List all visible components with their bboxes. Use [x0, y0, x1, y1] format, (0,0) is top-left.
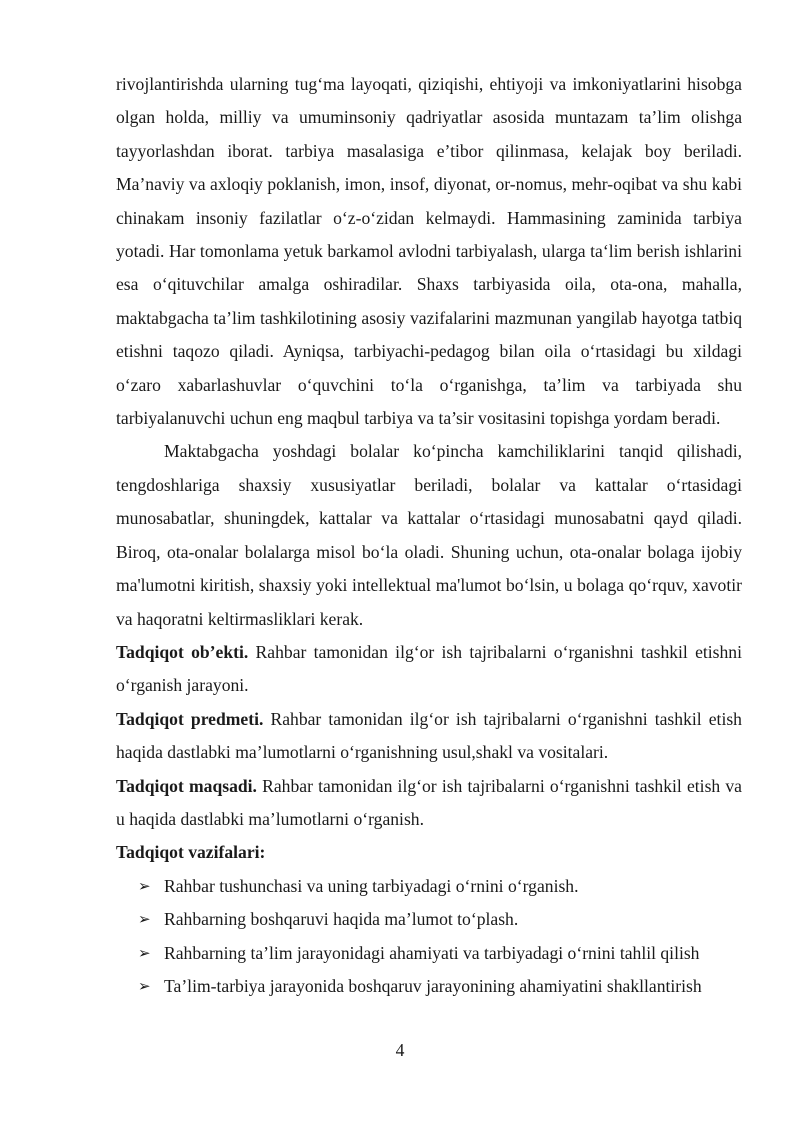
arrowhead-bullet-icon: ➢	[138, 943, 151, 962]
task-item	[116, 903, 742, 936]
research-object-text: Rahbar tamonidan ilg‘or ish tajribalarni o‘rganishni tashkil etishni o‘rganish jarayoni.	[116, 641, 742, 696]
research-subject-label: Tadqiqot predmeti.	[116, 708, 264, 729]
research-goal	[116, 770, 742, 837]
task-item	[116, 937, 742, 970]
task-item-text: Rahbarning ta’lim jarayonidagi ahamiyati va tarbiyadagi o‘rnini tahlil qilish	[164, 942, 700, 963]
task-item-text: Ta’lim-tarbiya jarayonida boshqaruv jarayonining ahamiyatini shakllantirish	[164, 975, 702, 996]
document-page	[116, 68, 742, 1003]
research-object-label: Tadqiqot ob’ekti.	[116, 641, 249, 662]
task-item	[116, 870, 742, 903]
research-tasks-list	[116, 870, 742, 1004]
task-item-text: Rahbarning boshqaruvi haqida ma’lumot to‘plash.	[164, 909, 519, 930]
paragraph-maktabgacha: Maktabgacha yoshdagi bolalar ko‘pincha kamchiliklarini tanqid qilishadi, tengdoshlariga shaxsiy xususiyatlar beriladi, bolalar va kattalar o‘rtasidagi munosabatlar, shuningdek, kattalar va kattalar o‘rtasidagi munosabatni qayd qiladi. Biroq, ota-onalar bolalarga misol bo‘la oladi. Shuning uchun, ota-onalar bolaga ijobiy ma'lumotni kiritish, shaxsiy yoki intellektual ma'lumot bo‘lsin, u bolaga qo‘rquv, xavotir va haqoratni keltirmasliklari kerak.	[116, 441, 742, 629]
research-subject-text: Rahbar tamonidan ilg‘or ish tajribalarni o‘rganishni tashkil etish haqida dastlabki ma’lumotlarni o‘rganishning usul,shakl va vositalari.	[116, 708, 742, 763]
page-number: 4	[395, 1040, 405, 1060]
research-subject	[116, 703, 742, 770]
paragraph-tarbiya: rivojlantirishda ularning tug‘ma layoqati, qiziqishi, ehtiyoji va imkoniyatlarini hisobga olgan holda, milliy va umuminsoniy qadriyatlar asosida muntazam ta’lim olishga tayyorlashdan iborat. tarbiya masalasiga e’tibor qilinmasa, kelajak boy beriladi. Ma’naviy va axloqiy poklanish, imon, insof, diyonat, or-nomus, mehr-oqibat va shu kabi chinakam insoniy fazilatlar o‘z-o‘zidan kelmaydi. Hammasining zaminida tarbiya yotadi. Har tomonlama yetuk barkamol avlodni tarbiyalash, ularga ta‘lim berish ishlarini esa o‘qituvchilar amalga oshiradilar. Shaxs tarbiyasida oila, ota-ona, mahalla, maktabgacha ta’lim tashkilotining asosiy vazifalarini mazmunan yangilab hayotga tatbiq etishni taqozo qiladi. Ayniqsa, tarbiyachi-pedagog bilan oila o‘rtasidagi bu xildagi o‘zaro xabarlashuvlar o‘quvchini to‘la o‘rganishga, ta’lim va tarbiyada shu tarbiyalanuvchi uchun eng maqbul tarbiya va ta’sir vositasini topishga yordam beradi.	[116, 74, 742, 429]
arrowhead-bullet-icon: ➢	[138, 910, 151, 929]
task-item	[116, 970, 742, 1003]
research-tasks-heading: Tadqiqot vazifalari:	[116, 842, 266, 863]
research-goal-text: Rahbar tamonidan ilg‘or ish tajribalarni o‘rganishni tashkil etish va u haqida dastlabki ma’lumotlarni o‘rganish.	[116, 775, 742, 829]
arrowhead-bullet-icon: ➢	[138, 876, 151, 895]
research-object	[116, 636, 742, 703]
task-item-text: Rahbar tushunchasi va uning tarbiyadagi o‘rnini o‘rganish.	[164, 875, 579, 896]
arrowhead-bullet-icon: ➢	[138, 976, 151, 995]
research-goal-label: Tadqiqot maqsadi.	[116, 775, 257, 796]
